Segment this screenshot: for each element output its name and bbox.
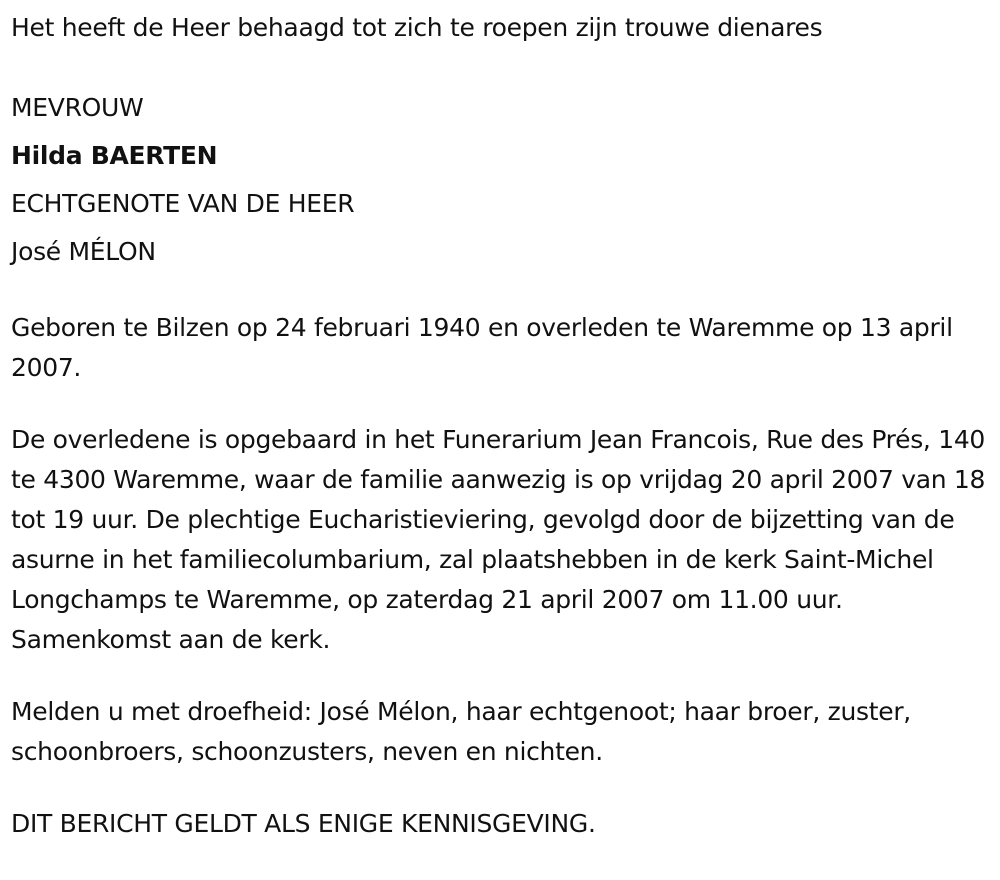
mourners-paragraph: Melden u met droefheid: José Mélon, haar echtgenoot; haar broer, zuster, schoonbroers, schoonzusters, neven en nichten.: [11, 697, 911, 766]
honorific: MEVROUW: [11, 93, 144, 122]
spouse-name: José MÉLON: [11, 237, 156, 266]
death-notice: [11, 4, 991, 844]
spacer: [11, 772, 991, 804]
arrangements-paragraph: De overledene is opgebaard in het Funerarium Jean Francois, Rue des Prés, 140 te 4300 Waremme, waar de familie aanwezig is op vrijdag 20 april 2007 van 18 tot 19 uur. De plechtige Eucharistieviering, gevolgd door de bijzetting van de asurne in het familiecolumbarium, zal plaatshebben in de kerk Saint-Michel Longchamps te Waremme, op zaterdag 21 april 2007 om 11.00 uur. Samenkomst aan de kerk.: [11, 425, 986, 654]
spacer: [11, 52, 991, 84]
birth-death-paragraph: Geboren te Bilzen op 24 februari 1940 en overleden te Waremme op 13 april 2007.: [11, 313, 953, 382]
deceased-name: Hilda BAERTEN: [11, 141, 218, 170]
spacer: [11, 276, 991, 308]
closing-line: DIT BERICHT GELDT ALS ENIGE KENNISGEVING.: [11, 809, 596, 838]
spacer: [11, 388, 991, 420]
intro-line: Het heeft de Heer behaagd tot zich te roepen zijn trouwe dienares: [11, 13, 823, 42]
spacer: [11, 660, 991, 692]
relation-line: ECHTGENOTE VAN DE HEER: [11, 189, 355, 218]
